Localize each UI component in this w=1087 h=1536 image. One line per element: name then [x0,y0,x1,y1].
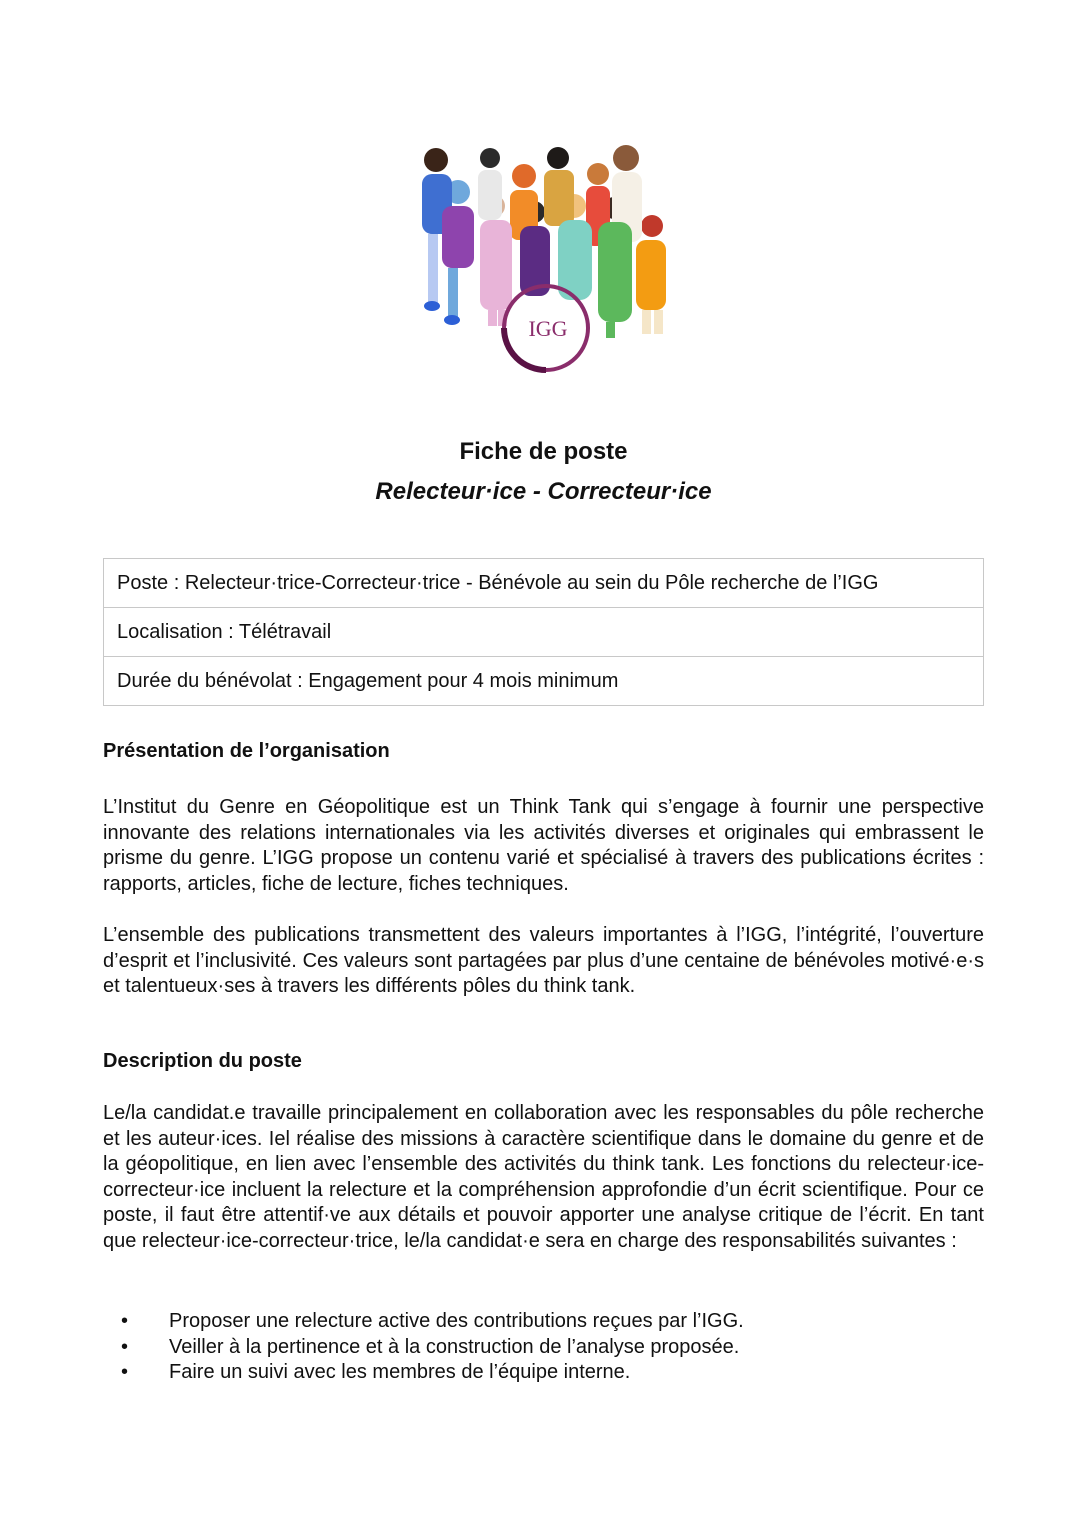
bullet-icon: • [121,1310,129,1332]
organisation-paragraph-2: L’ensemble des publications transmettent des valeurs importantes à l’IGG, l’intégrité, l’ouverture d’esprit et l’inclusivité. Ces valeurs sont partagées par plus d’une centaine de bénévoles motivé·e·s et talentueux·ses à travers les différents pôles du think tank. [103,924,984,997]
table-row [104,559,984,608]
job-info-table [103,558,984,706]
info-poste: Poste : Relecteur·trice-Correcteur·trice - Bénévole au sein du Pôle recherche de l’IGG [104,559,984,608]
list-item-text: Veiller à la pertinence et à la construction de l’analyse proposée. [169,1335,740,1358]
bullet-icon: • [121,1335,129,1358]
igg-circle-emblem [504,286,588,370]
responsibilities-list [103,1309,984,1386]
description-paragraph: Le/la candidat.e travaille principalement en collaboration avec les responsables du pôle recherche et les auteur·ices. Iel réalise des missions à caractère scientifique dans le domaine du genre et de la géopolitique, en lien avec l’ensemble des activités du think tank. Les fonctions du relecteur·ice-correcteur·ice incluent la relecture et la compréhension approfondie d’un écrit scientifique. Pour ce poste, il faut être attentif·ve aux détails et pouvoir apporter une analyse critique de l’écrit. En tant que relecteur·ice-correcteur·trice, le/la candidat·e sera en charge des responsabilités suivantes : [103,1102,984,1252]
info-duree: Durée du bénévolat : Engagement pour 4 mois minimum [104,657,984,706]
list-item [103,1360,984,1386]
list-item-text: Proposer une relecture active des contributions reçues par l’IGG. [169,1310,744,1332]
list-item [103,1309,984,1335]
table-row [104,657,984,706]
info-localisation: Localisation : Télétravail [104,608,984,657]
bullet-icon: • [121,1361,129,1383]
people-illustration [422,145,666,338]
list-item [103,1335,984,1361]
section-heading-organisation: Présentation de l’organisation [103,740,390,762]
list-item-text: Faire un suivi avec les membres de l’équipe interne. [169,1361,631,1383]
organisation-paragraph-1: L’Institut du Genre en Géopolitique est un Think Tank qui s’engage à fournir une perspective innovante des relations internationales via les activités diverses et originales qui embrassent le prisme du genre. L’IGG propose un contenu varié et spécialisé à travers des publications écrites : rapports, articles, fiche de lecture, fiches techniques. [103,796,984,895]
page-title: Fiche de poste [459,438,628,465]
logo-text: IGG [528,316,568,341]
page-subtitle: Relecteur·ice - Correcteur·ice [375,478,712,505]
section-heading-description: Description du poste [103,1050,302,1072]
table-row [104,608,984,657]
igg-logo [398,136,688,386]
